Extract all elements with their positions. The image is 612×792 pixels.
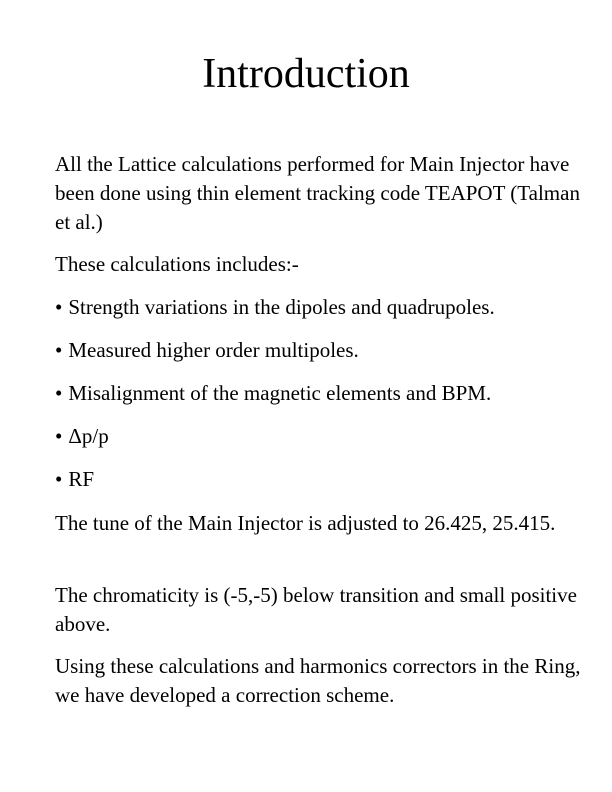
bullet-item xyxy=(55,379,585,408)
bullet-icon: • xyxy=(55,295,63,319)
bullet-text: Strength variations in the dipoles and quadrupoles. xyxy=(68,295,495,319)
bullet-item xyxy=(55,422,585,451)
calculations-lead-in: These calculations includes:- xyxy=(55,252,299,276)
bullet-icon: • xyxy=(55,381,63,405)
correction-scheme-paragraph: Using these calculations and harmonics correctors in the Ring, we have developed a correction scheme. xyxy=(55,654,581,707)
bullet-icon: • xyxy=(55,467,63,491)
tune-paragraph: The tune of the Main Injector is adjusted to 26.425, 25.415. xyxy=(55,511,556,535)
slide-title: Introduction xyxy=(202,51,410,97)
bullet-item xyxy=(55,336,585,365)
bullet-text: Misalignment of the magnetic elements and BPM. xyxy=(68,381,492,405)
bullet-item xyxy=(55,465,585,494)
intro-paragraph: All the Lattice calculations performed for Main Injector have been done using thin element tracking code TEAPOT (Talman et al.) xyxy=(55,152,580,234)
bullet-icon: • xyxy=(55,338,63,362)
bullet-item xyxy=(55,293,585,322)
bullet-text: Measured higher order multipoles. xyxy=(68,338,359,362)
bullet-text: RF xyxy=(68,467,95,491)
bullet-text: Δp/p xyxy=(68,424,109,448)
chromaticity-paragraph: The chromaticity is (-5,-5) below transition and small positive above. xyxy=(55,583,577,636)
bullet-icon: • xyxy=(55,424,63,448)
